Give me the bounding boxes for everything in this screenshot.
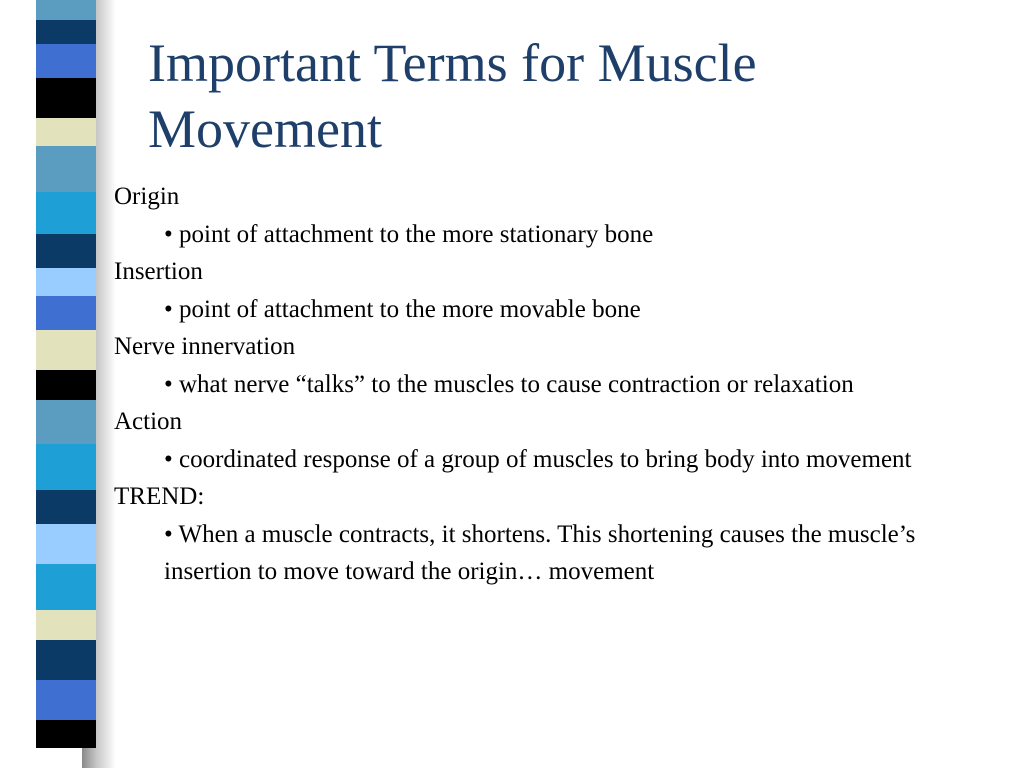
strip-block (36, 78, 96, 118)
term-definition: • point of attachment to the more stationary bone (164, 220, 654, 248)
decorative-block-strip (36, 0, 96, 768)
strip-block (36, 20, 96, 44)
term-label: Nerve innervation (114, 333, 296, 360)
strip-block (36, 330, 96, 370)
term-label: TREND: (114, 483, 205, 510)
strip-block (36, 610, 96, 640)
slide-title: Important Terms for Muscle Movement (148, 33, 757, 159)
strip-block (36, 118, 96, 146)
term-label: Insertion (114, 258, 203, 285)
term-definition: • When a muscle contracts, it shortens. This shortening causes the muscle’s insertion to move toward the origin… movement (164, 520, 916, 585)
strip-block (36, 680, 96, 720)
strip-block (36, 192, 96, 234)
strip-block (36, 44, 96, 78)
strip-block (36, 490, 96, 524)
term-list (114, 178, 1014, 591)
strip-block (36, 444, 96, 490)
term-definition: • coordinated response of a group of muscles to bring body into movement (164, 445, 912, 473)
strip-block (36, 720, 96, 748)
term-label: Action (114, 408, 183, 435)
term-definition: • point of attachment to the more movable bone (164, 295, 641, 323)
strip-block (36, 296, 96, 330)
strip-block (36, 400, 96, 444)
strip-block (36, 0, 96, 20)
strip-block (36, 146, 96, 192)
strip-block (36, 234, 96, 268)
strip-block (36, 640, 96, 680)
strip-block (36, 564, 96, 610)
strip-block (36, 370, 96, 400)
strip-block (36, 524, 96, 564)
term-definition: • what nerve “talks” to the muscles to cause contraction or relaxation (164, 370, 854, 398)
strip-block (36, 268, 96, 296)
term-label: Origin (114, 183, 180, 210)
